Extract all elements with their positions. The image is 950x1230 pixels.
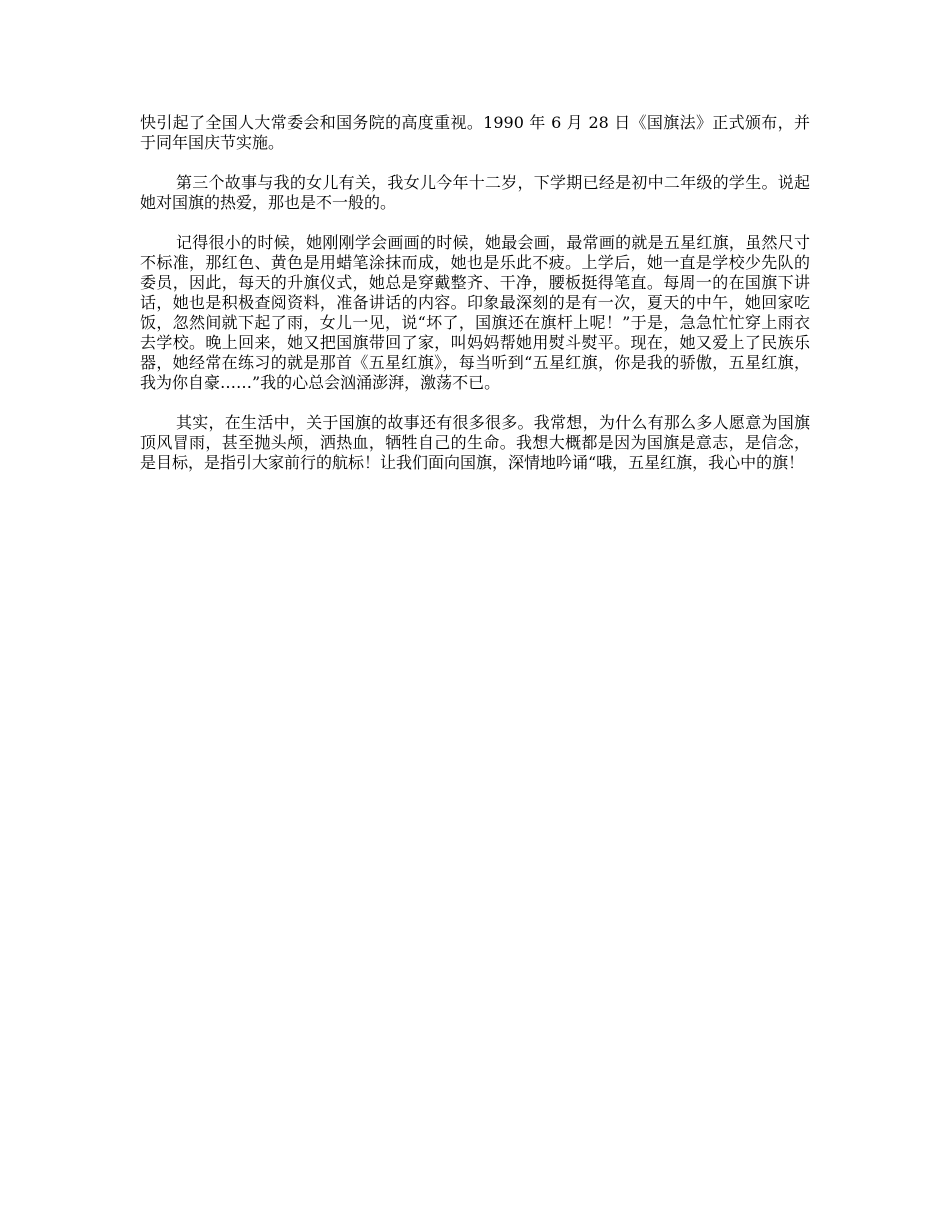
paragraph-4: 其实，在生活中，关于国旗的故事还有很多很多。我常想，为什么有那么多人愿意为国旗顶风冒雨，甚至抛头颅，洒热血，牺牲自己的生命。我想大概都是因为国旗是意志，是信念，是目标，是指引大家前行的航标！让我们面向国旗，深情地吟诵“哦，五星红旗，我心中的旗！ bbox=[140, 413, 810, 472]
paragraph-1: 快引起了全国人大常委会和国务院的高度重视。1990 年 6 月 28 日《国旗法》正式颁布，并于同年国庆节实施。 bbox=[140, 113, 810, 152]
paragraph-2: 第三个故事与我的女儿有关，我女儿今年十二岁，下学期已经是初中二年级的学生。说起她对国旗的热爱，那也是不一般的。 bbox=[140, 173, 810, 212]
document-body bbox=[140, 113, 810, 493]
paragraph-3: 记得很小的时候，她刚刚学会画画的时候，她最会画，最常画的就是五星红旗，虽然尺寸不标准，那红色、黄色是用蜡笔涂抹而成，她也是乐此不疲。上学后，她一直是学校少先队的委员，因此，每天的升旗仪式，她总是穿戴整齐、干净，腰板挺得笔直。每周一的在国旗下讲话，她也是积极查阅资料，准备讲话的内容。印象最深刻的是有一次，夏天的中午，她回家吃饭，忽然间就下起了雨，女儿一见，说“坏了，国旗还在旗杆上呢！”于是，急急忙忙穿上雨衣去学校。晚上回来，她又把国旗带回了家，叫妈妈帮她用熨斗熨平。现在，她又爱上了民族乐器，她经常在练习的就是那首《五星红旗》，每当听到“五星红旗，你是我的骄傲，五星红旗，我为你自豪……”我的心总会汹涌澎湃，激荡不已。 bbox=[140, 233, 810, 392]
